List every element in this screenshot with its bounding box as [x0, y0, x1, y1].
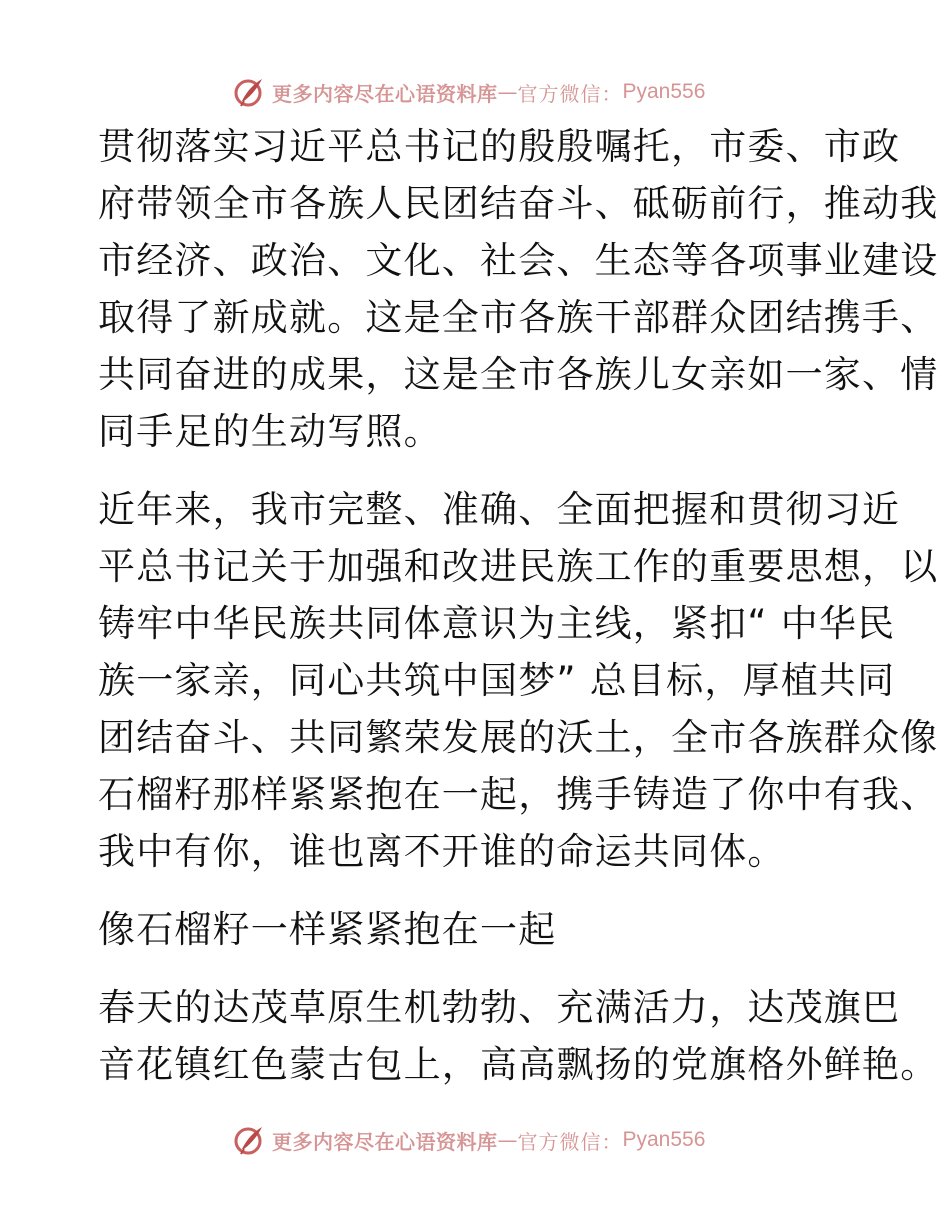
text-line: 音花镇红色蒙古包上，高高飘扬的党旗格外鲜艳。 — [98, 1043, 939, 1086]
text-line: 族一家亲，同心共筑中国梦” 总目标，厚植共同 — [98, 659, 896, 702]
text-line: 取得了新成就。这是全市各族干部群众团结携手、 — [98, 296, 939, 339]
paragraph-4 — [98, 979, 939, 1093]
text-line: 我中有你，谁也离不开谁的命运共同体。 — [98, 830, 786, 873]
watermark-text: 更多内容尽在心语资料库 — [272, 1129, 498, 1154]
watermark-wechat-id: Pyan556 — [622, 80, 706, 103]
section-heading — [98, 901, 858, 958]
text-line: 铸牢中华民族共同体意识为主线，紧扣“ 中华民 — [98, 602, 896, 645]
watermark-wechat-label: 官方微信： — [517, 1129, 623, 1154]
text-line: 府带领全市各族人民团结奋斗、砥砺前行，推动我 — [98, 182, 939, 225]
text-line: 团结奋斗、共同繁荣发展的沃土，全市各族群众像 — [98, 716, 939, 759]
text-line: 石榴籽那样紧紧抱在一起，携手铸造了你中有我、 — [98, 773, 939, 816]
watermark-wechat-label: 官方微信： — [517, 81, 623, 106]
text-line: 同手足的生动写照。 — [98, 410, 442, 453]
text-line: 平总书记关于加强和改进民族工作的重要思想，以 — [98, 545, 939, 588]
header-watermark — [232, 72, 705, 112]
text-line: 春天的达茂草原生机勃勃、充满活力，达茂旗巴 — [98, 986, 901, 1029]
watermark-wechat-id: Pyan556 — [622, 1128, 706, 1151]
watermark-text: 更多内容尽在心语资料库 — [272, 81, 498, 106]
text-line: 共同奋进的成果，这是全市各族儿女亲如一家、情 — [98, 353, 939, 396]
watermark-separator: — — [497, 80, 518, 104]
text-line: 像石榴籽一样紧紧抱在一起 — [98, 908, 557, 951]
quill-logo-icon — [232, 75, 266, 109]
text-line: 贯彻落实习近平总书记的殷殷嘱托，市委、市政 — [98, 125, 901, 168]
paragraph-2 — [98, 481, 939, 880]
paragraph-1 — [98, 118, 939, 460]
text-line: 市经济、政治、文化、社会、生态等各项事业建设 — [98, 239, 939, 282]
quill-logo-icon — [232, 1123, 266, 1157]
document-body — [98, 118, 939, 1093]
text-line: 近年来，我市完整、准确、全面把握和贯彻习近 — [98, 488, 901, 531]
footer-watermark — [232, 1120, 705, 1160]
watermark-separator: — — [497, 1128, 518, 1152]
